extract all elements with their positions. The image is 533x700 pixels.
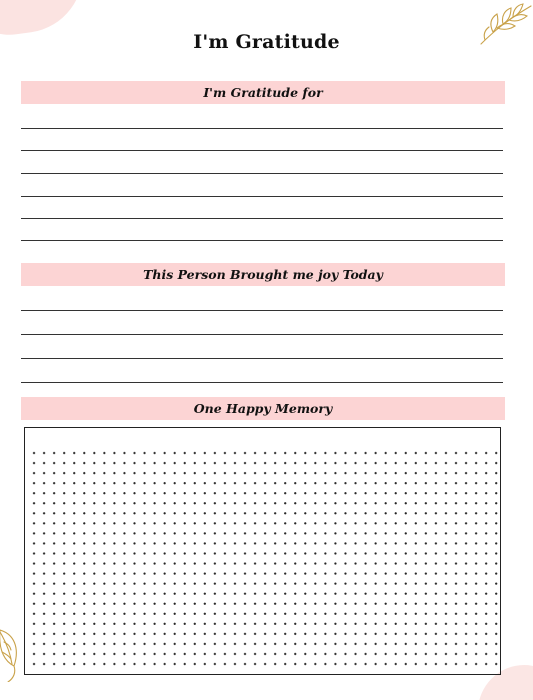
writing-line[interactable] [21,196,503,197]
writing-line[interactable] [21,128,503,129]
writing-line[interactable] [21,150,503,151]
dot-grid-memory-box[interactable] [24,427,501,675]
section-heading-gratitude-for: I'm Gratitude for [21,81,505,104]
writing-line[interactable] [21,358,503,359]
writing-line[interactable] [21,310,503,311]
writing-line[interactable] [21,218,503,219]
writing-line[interactable] [21,382,503,383]
writing-line[interactable] [21,334,503,335]
writing-line[interactable] [21,240,503,241]
page-title: I'm Gratitude [193,31,340,53]
gold-leaf-icon [0,622,26,682]
section-heading-person-joy: This Person Brought me joy Today [21,263,505,286]
section-heading-happy-memory: One Happy Memory [21,397,505,420]
writing-line[interactable] [21,173,503,174]
